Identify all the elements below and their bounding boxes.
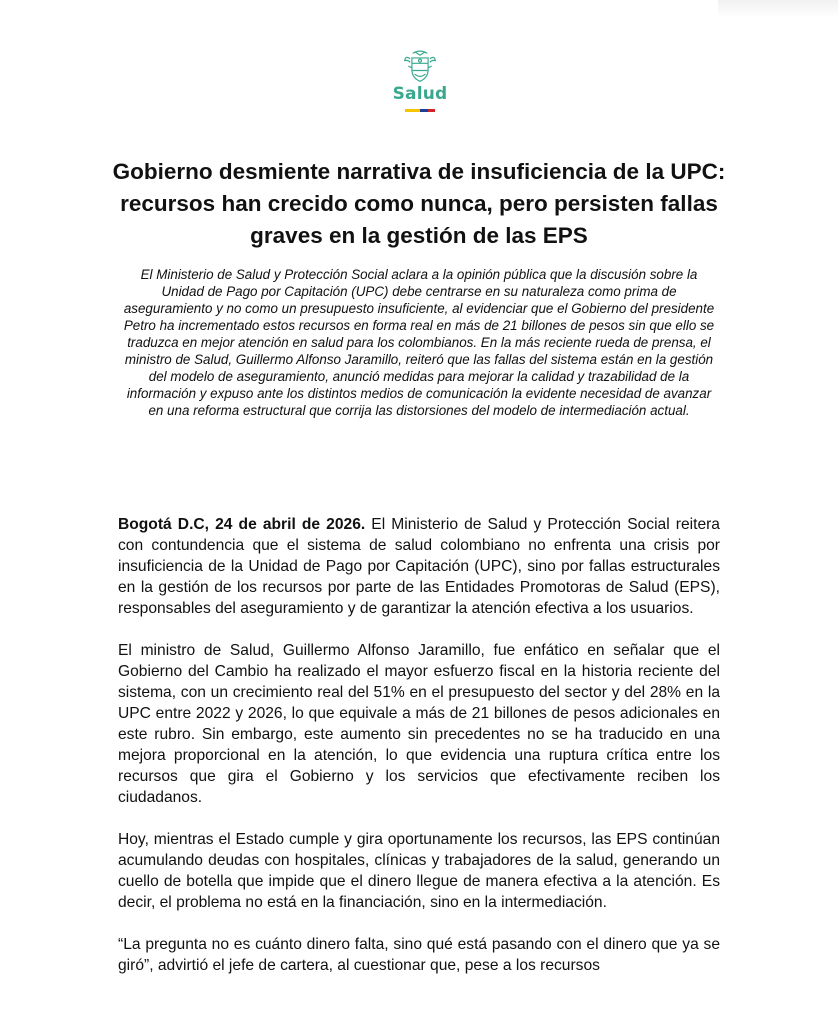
colombia-flag-stripe: [405, 109, 435, 112]
paragraph-3: Hoy, mientras el Estado cumple y gira oportunamente los recursos, las EPS continúan acumulando deudas con hospitales, clínicas y trabajadores de la salud, generando un cuello de botella que impide que el dinero llegue de manera efectiva a la atención. Es decir, el problema no está en la financiación, sino en la intermediación.: [118, 831, 720, 911]
paragraph-1-text: El Ministerio de Salud y Protección Social reitera con contundencia que el sistema de salud colombiano no enfrenta una crisis por insuficiencia de la Unidad de Pago por Capitación (UPC), sino por fallas estructurales en la gestión de los recursos por parte de las Entidades Promotoras de Salud (EPS), responsables del aseguramiento y de garantizar la atención efectiva a los usuarios.: [118, 516, 720, 617]
flag-yellow: [405, 109, 420, 112]
paragraph-1: [118, 514, 720, 619]
flag-red: [428, 109, 436, 112]
article-body: [118, 514, 720, 997]
press-release-title: Gobierno desmiente narrativa de insuficiencia de la UPC: recursos han crecido como nunca, pero persisten fallas graves en la gestión de las EPS: [112, 159, 726, 248]
coat-of-arms-icon: [402, 48, 438, 84]
paragraph-2: El ministro de Salud, Guillermo Alfonso Jaramillo, fue enfático en señalar que el Gobierno del Cambio ha realizado el mayor esfuerzo fiscal en la historia reciente del sistema, con un crecimiento real del 51% en el presupuesto del sector y del 28% en la UPC entre 2022 y 2026, lo que equivale a más de 21 billones de pesos adicionales en este rubro. Sin embargo, este aumento sin precedentes no se ha traducido en una mejora proporcional en la atención, lo que evidencia una ruptura crítica entre los recursos que gira el Gobierno y los servicios que efectivamente reciben los ciudadanos.: [118, 642, 720, 806]
logo-wordmark: Salud: [392, 84, 448, 104]
page-edge-shadow: [718, 0, 838, 18]
flag-blue: [420, 109, 428, 112]
salud-logo: [392, 48, 448, 112]
paragraph-4: “La pregunta no es cuánto dinero falta, sino qué está pasando con el dinero que ya se giró”, advirtió el jefe de cartera, al cuestionar que, pese a los recursos: [118, 936, 720, 974]
dateline: Bogotá D.C, 24 de abril de 2026.: [118, 516, 366, 533]
lead-summary: El Ministerio de Salud y Protección Social aclara a la opinión pública que la discusión sobre la Unidad de Pago por Capitación (UPC) debe centrarse en su naturaleza como prima de aseguramiento y no como un presupuesto insuficiente, al evidenciar que el Gobierno del presidente Petro ha incrementado estos recursos en forma real en más de 21 billones de pesos sin que ello se traduzca en mejor atención en salud para los colombianos. En la más reciente rueda de prensa, el ministro de Salud, Guillermo Alfonso Jaramillo, reiteró que las fallas del sistema están en la gestión del modelo de aseguramiento, anunció medidas para mejorar la calidad y trazabilidad de la información y expuso ante los distintos medios de comunicación la evidente necesidad de avanzar en una reforma estructural que corrija las distorsiones del modelo de intermediación actual.: [123, 267, 715, 418]
